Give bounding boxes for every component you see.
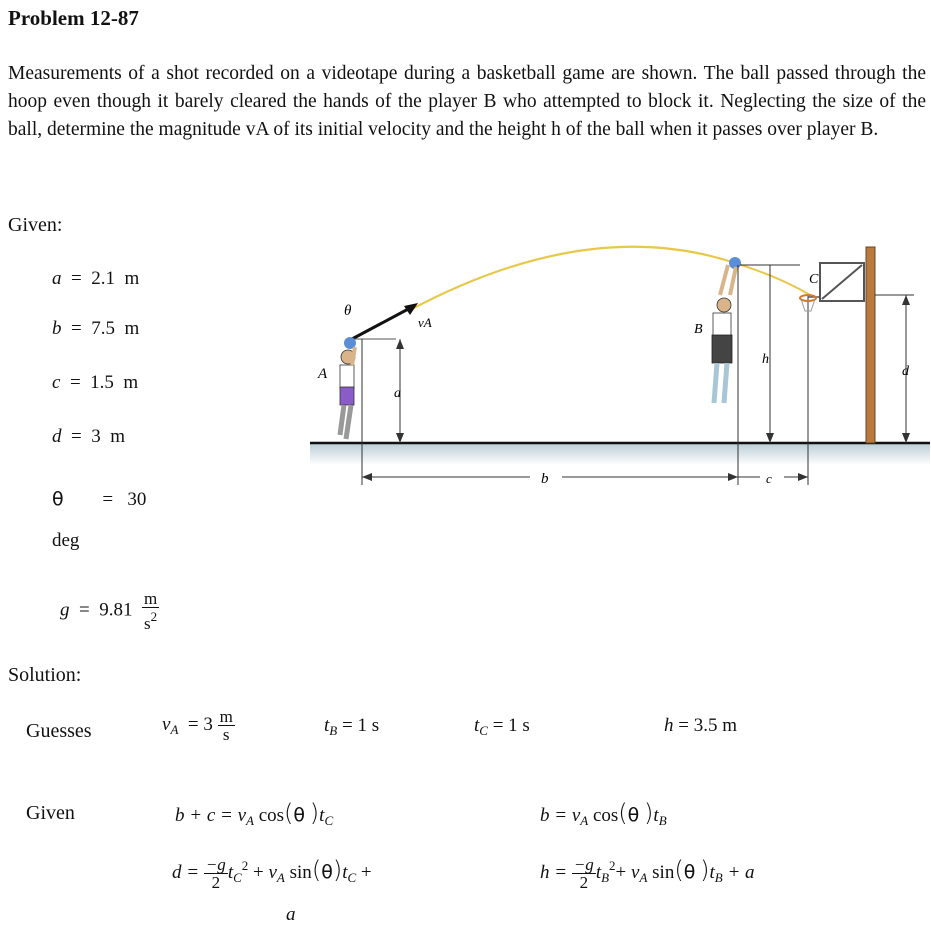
given-d: d = 3 m [52,426,125,447]
floor-shade [310,443,930,465]
guess-tB: $t_B = 1$ s [324,715,380,738]
given-heading: Given: [8,214,63,236]
equation-3-wrap: a [286,904,296,925]
label-a: a [394,386,401,401]
label-theta: θ [344,303,352,319]
player-b [712,257,741,403]
label-C: C [809,272,819,287]
equation-3: d = $\frac{-g}{2}$ $t_C^2 + v_A$ $\sin(\theta)t_C$ + [172,855,372,893]
dim-d-arrow-bottom [902,433,910,443]
dim-a-arrow-bottom [396,433,404,443]
label-h: h [762,352,769,367]
label-d: d [902,364,909,379]
equation-2: $b = v_A$ cos(θ )$t_B$ [540,799,667,828]
dim-d-arrow-top [902,295,910,305]
guess-tC: $t_C = 1$ s [474,715,530,738]
label-c: c [766,471,772,486]
solution-heading: Solution: [8,664,82,686]
dim-a-arrow-top [396,339,404,349]
dim-c-arrow [798,473,808,481]
equation-4: h = $\frac{-g}{2}$ $t_B^2+ v_A$ sin(θ )$t_B + a$ [540,855,755,893]
guess-vA: $v_A = 3$ $\frac{m}{s}$ [162,707,233,744]
given-theta-unit: deg [52,530,80,551]
dim-h-arrow [766,433,774,443]
problem-statement: Measurements of a shot recorded on a videotape during a basketball game are shown. The ball passed through the hoop even though it barely cleared the hands of the player B who attempted to block it. Neglecting the size of the ball, determine the magnitude vA of its initial velocity and the height h of the ball when it passes over player B. [8,63,926,140]
given-b: b = 7.5 m [52,318,140,339]
label-A: A [318,366,328,382]
label-b: b [541,471,549,487]
guesses-label: Guesses [26,720,92,742]
trajectory-curve [412,247,735,309]
guess-h: h = 3.5 m [664,715,737,736]
dim-b-arrow-left [362,473,372,481]
dim-b-arrow-right [728,473,738,481]
label-B: B [694,322,703,337]
equation-1: $b + c = v_A$ cos(θ )$t_C$ [175,799,334,828]
velocity-arrow [352,307,412,339]
velocity-arrowhead [404,303,418,315]
given-theta: θ = 30 [52,488,147,510]
given-a: a = 2.1 m [52,268,140,289]
label-vA: vA [418,315,432,330]
given-g: g = 9.81 $\frac{m}{s^2}$ [60,589,158,633]
player-a [340,337,356,439]
given-c: c = 1.5 m [52,372,139,393]
trajectory-end [735,263,810,295]
basketball-figure [300,235,930,495]
page-title: Problem 12-87 [8,6,139,30]
given2-label: Given [26,802,75,824]
